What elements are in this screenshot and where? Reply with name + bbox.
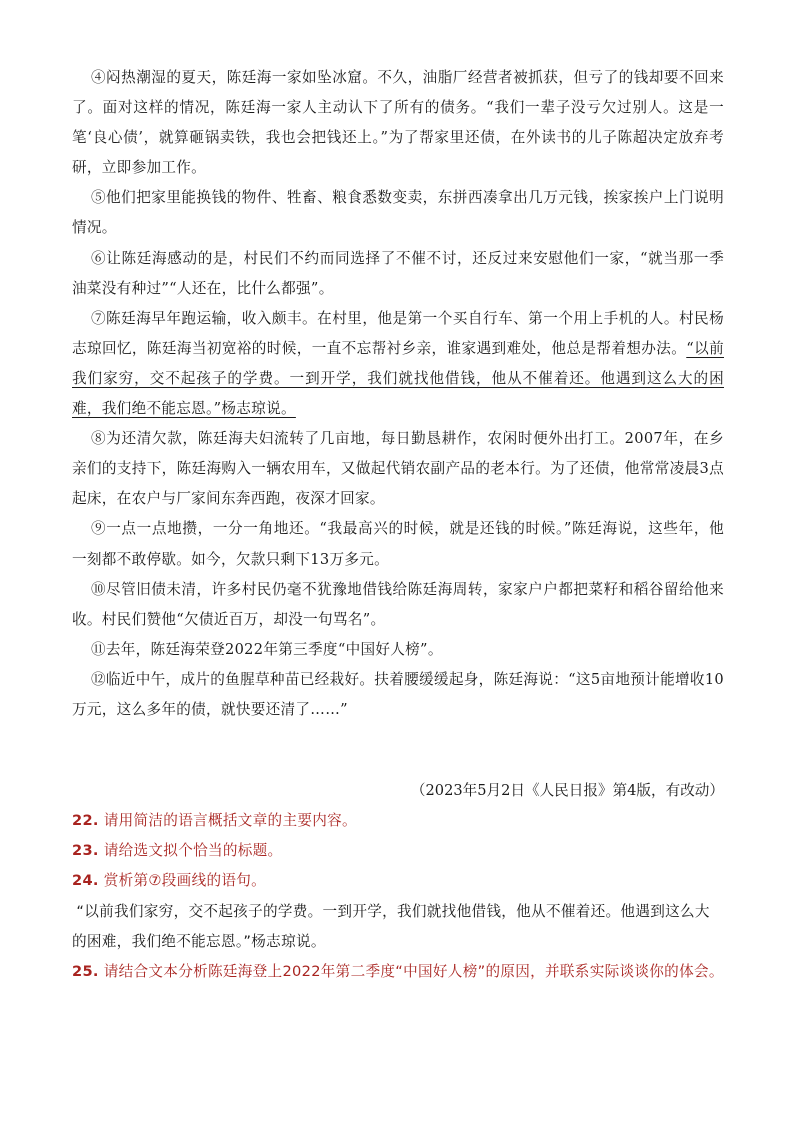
paragraph-12: ⑫临近中午，成片的鱼腥草种苗已经栽好。扶着腰缓缓起身，陈廷海说：“这5亩地预计能增收10万元，这么多年的债，就快要还清了……” [72,670,724,718]
paragraph-7-text: ⑦陈廷海早年跑运输，收入颇丰。在村里，他是第一个买自行车、第一个用上手机的人。村民杨志琼回忆，陈廷海当初宽裕的时候，一直不忘帮衬乡亲，谁家遇到难处，他总是帮着想办法。 [72,309,724,357]
paragraph-10: ⑩尽管旧债未清，许多村民仍毫不犹豫地借钱给陈廷海周转，家家户户都把菜籽和稻谷留给他来收。村民们赞他“欠债近百万，却没一句骂名”。 [72,580,724,628]
paragraph-7-underlined-sentence: “以前我们家穷，交不起孩子的学费。一到开学，我们就找他借钱，他从不催着还。他遇到这么大的困难，我们绝不能忘恩。”杨志琼说。 [72,339,724,418]
question-25-number: 25. [72,963,99,981]
paragraph-5: ⑤他们把家里能换钱的物件、牲畜、粮食悉数变卖，东拼西凑拿出几万元钱，挨家挨户上门说明情况。 [72,189,724,237]
paragraph-6: ⑥让陈廷海感动的是，村民们不约而同选择了不催不讨，还反过来安慰他们一家，“就当那一季油菜没有种过”“人还在，比什么都强”。 [72,249,724,297]
source-citation: （2023年5月2日《人民日报》第4版，有改动） [410,782,724,799]
question-list [72,806,724,987]
question-24 [72,866,724,896]
paragraph-4: ④闷热潮湿的夏天，陈廷海一家如坠冰窟。不久，油脂厂经营者被抓获，但亏了的钱却要不回来了。面对这样的情况，陈廷海一家人主动认下了所有的债务。“我们一辈子没亏欠过别人。这是一笔‘良心债’，就算砸锅卖铁，我也会把钱还上。”为了帮家里还债，在外读书的儿子陈超决定放弃考研，立即参加工作。 [72,69,724,177]
question-22 [72,806,724,836]
question-25-text: 请结合文本分析陈廷海登上2022年第二季度“中国好人榜”的原因，并联系实际谈谈你的体会。 [103,963,724,981]
question-23-number: 23. [72,842,99,860]
question-22-number: 22. [72,812,99,829]
question-22-text: 请用简洁的语言概括文章的主要内容。 [103,812,357,829]
paragraph-8: ⑧为还清欠款，陈廷海夫妇流转了几亩地，每日勤恳耕作，农闲时便外出打工。2007年，在乡亲们的支持下，陈廷海购入一辆农用车，又做起代销农副产品的老本行。为了还债，他常常凌晨3点起床，在农户与厂家间东奔西跑，夜深才回家。 [72,430,724,508]
question-24-number: 24. [72,872,99,890]
question-25 [72,957,724,987]
paragraph-11: ⑪去年，陈廷海荣登2022年第三季度“中国好人榜”。 [90,640,443,658]
question-24-quote: “以前我们家穷，交不起孩子的学费。一到开学，我们就找他借钱，他从不催着还。他遇到这么大的困难，我们绝不能忘恩。”杨志琼说。 [72,902,710,950]
paragraph-7 [72,304,724,424]
reading-passage [72,63,724,725]
question-23 [72,836,724,866]
question-24-text: 赏析第⑦段画线的语句。 [103,872,267,890]
paragraph-9: ⑨一点一点地攒，一分一角地还。“我最高兴的时候，就是还钱的时候。”陈廷海说，这些年，他一刻都不敢停歇。如今，欠款只剩下13万多元。 [72,520,724,568]
question-23-text: 请给选文拟个恰当的标题。 [103,842,283,860]
